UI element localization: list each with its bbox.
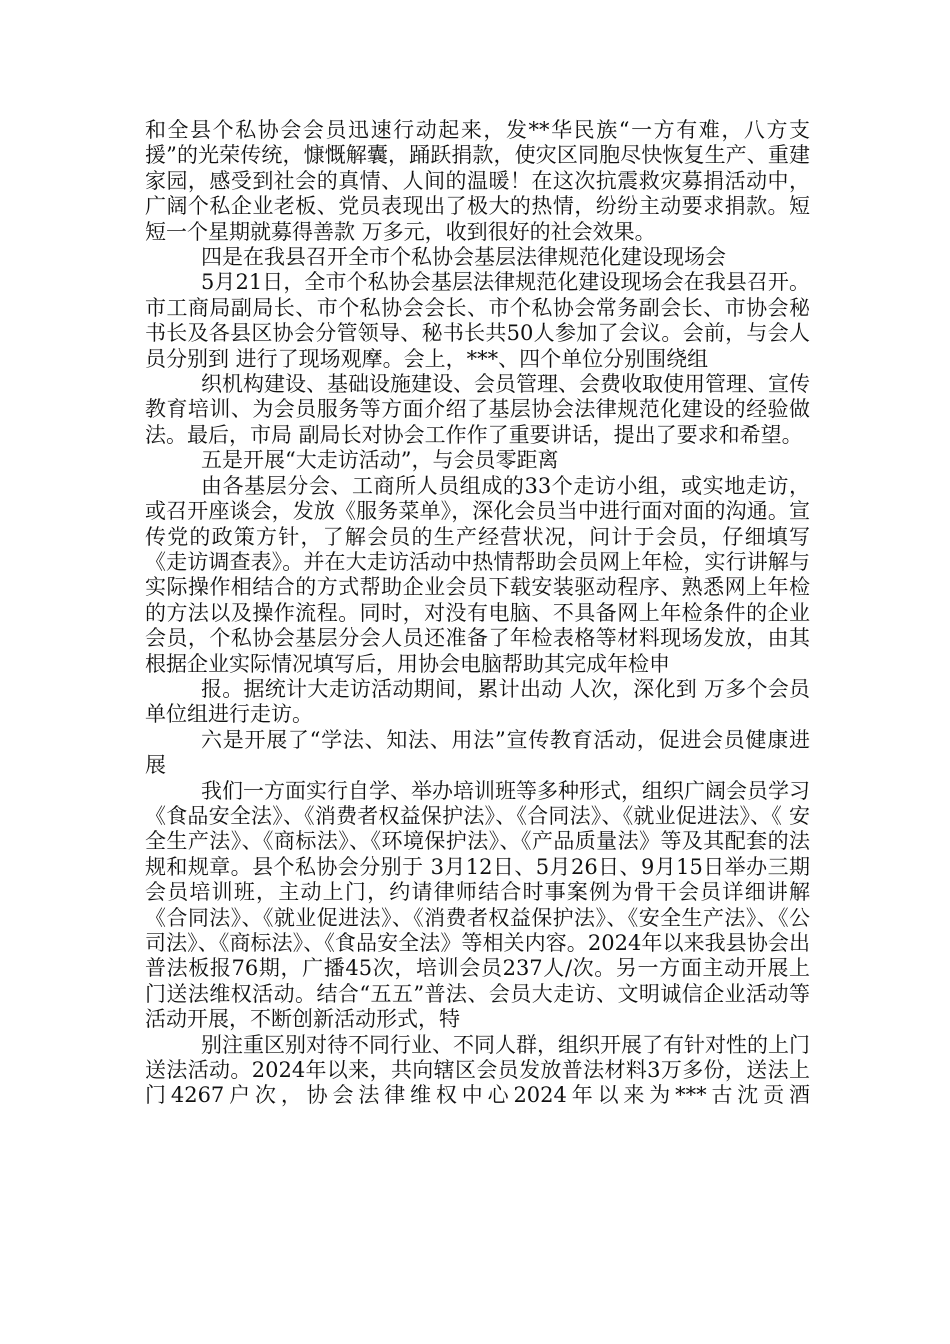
heading-legal-education: 六是开展了“学法、知法、用法”宣传教育活动，促进会员健康进展: [145, 727, 810, 778]
paragraph-meeting-experience: 织机构建设、基础设施建设、会员管理、会费收取使用管理、宣传教育培训、为会员服务等方面介绍了基层协会法律规范化建设的经验做法。最后，市局 副局长对协会工作作了重要讲话，提出了要求和希望。: [145, 372, 810, 447]
paragraph-legal-training: 我们一方面实行自学、举办培训班等多种形式，组织广阔会员学习《食品安全法》、《消费者权益保护法》、《合同法》、《就业促进法》、《 安全生产法》、《商标法》、《环境保护法》、《产品质量法》等及其配套的法规和规章。县个私协会分别于 3月12日、5月26日、9月15日举办三期会员培训班，主动上门，约请律师结合时事案例为骨干会员详细讲解《合同法》、《就业促进法》、《消费者权益保护法》、《安全生产法》、《公司法》、《商标法》、《食品安全法》等相关内容。2024年以来我县协会出普法板报76期，广播45次，培训会员237人/次。另一方面主动开展上门送法维权活动。结合“五五”普法、会员大走访、文明诚信企业活动等活动开展，不断创新活动形式，特: [145, 778, 810, 1032]
paragraph-disaster-relief-donation: 和全县个私协会会员迅速行动起来，发**华民族“一方有难，八方支援”的光荣传统，慷慨解囊，踊跃捐款，使灾区同胞尽快恢复生产、重建家园，感受到社会的真情、人间的温暖！在这次抗震救灾募捐活动中，广阔个私企业老板、党员表现出了极大的热情，纷纷主动要求捐款。短短一个星期就募得善款 万多元，收到很好的社会效果。: [145, 118, 810, 244]
heading-big-visit-activity: 五是开展“大走访活动”，与会员零距离: [201, 448, 559, 473]
paragraph-meeting-details: 5月21日，全市个私协会基层法律规范化建设现场会在我县召开。市工商局副局长、市个私协会会长、市个私协会常务副会长、市协会秘书长及各县区协会分管领导、秘书长共50人参加了会议。会前，与会人员分别到 进行了现场观摩。会上，***、四个单位分别围绕组: [145, 270, 810, 371]
paragraph-visit-teams: 由各基层分会、工商所人员组成的33个走访小组，或实地走访，或召开座谈会，发放《服务菜单》，深化会员当中进行面对面的沟通。宣传党的政策方针，了解会员的生产经营状况，问计于会员，仔细填写《走访调查表》。并在大走访活动中热情帮助会员网上年检，实行讲解与实际操作相结合的方式帮助企业会员下载安装驱动程序、熟悉网上年检的方法以及操作流程。同时，对没有电脑、不具备网上年检条件的企业会员，个私协会基层分会人员还准备了年检表格等材料现场发放，由其根据企业实际情况填写后，用协会电脑帮助其完成年检申: [145, 473, 810, 676]
paragraph-law-delivery: 别注重区别对待不同行业、不同人群，组织开展了有针对性的上门送法活动。2024年以来，共向辖区会员发放普法材料3万多份，送法上门4267户次，协会法律维权中心2024年以来为***古沈贡酒: [145, 1032, 810, 1108]
document-page: [145, 118, 810, 1109]
paragraph-visit-statistics: 报。据统计大走访活动期间，累计出动 人次，深化到 万多个会员单位组进行走访。: [145, 676, 810, 727]
heading-legal-standardization-meeting: 四是在我县召开全市个私协会基层法律规范化建设现场会: [201, 245, 726, 270]
